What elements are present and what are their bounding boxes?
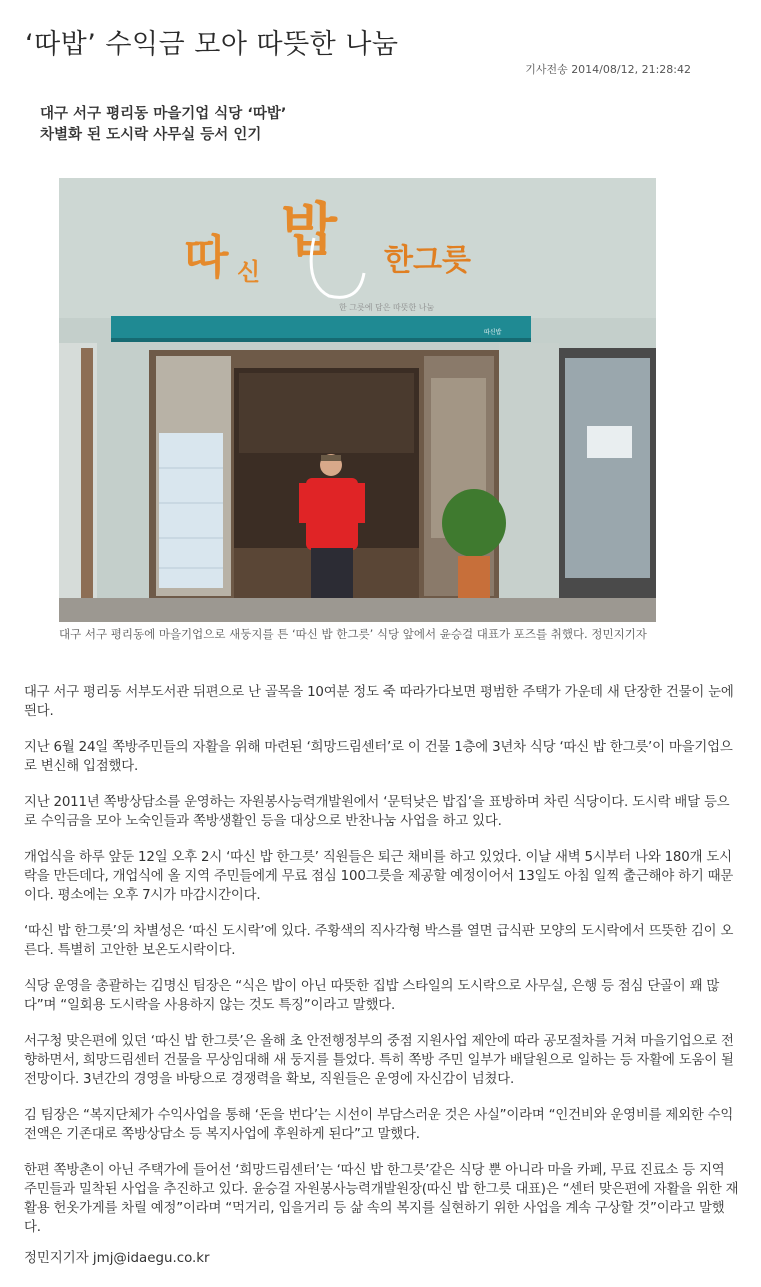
svg-text:신: 신	[237, 258, 261, 286]
paragraph: 대구 서구 평리동 서부도서관 뒤편으로 난 골목을 10여분 정도 죽 따라가다보면 평범한 주택가 가운데 새 단장한 건물이 눈에 띈다.	[24, 685, 734, 719]
svg-text:한그릇: 한그릇	[384, 243, 471, 278]
paragraph: 지난 2011년 쪽방상담소를 운영하는 자원봉사능력개발원에서 ‘문턱낮은 밥집’을 표방하며 차린 식당이다. 도시락 배달 등으로 수익금을 모아 노숙인들과 쪽방생활인 등을 대상으로 반찬나눔 사업을 하고 있다.	[24, 795, 730, 829]
paragraph: ‘따신 밥 한그릇’의 차별성은 ‘따신 도시락’에 있다. 주황색의 직사각형 박스를 열면 급식판 모양의 도시락에서 뜨뜻한 김이 오른다. 특별히 고안한 보온도시락이다.	[24, 924, 734, 958]
article-datetime: 기사전송 2014/08/12, 21:28:42	[525, 63, 691, 76]
subheading-line-1: 대구 서구 평리동 마을기업 식당 ‘따밥’	[40, 106, 287, 122]
article-title: ‘따밥’ 수익금 모아 따뜻한 나눔	[25, 29, 399, 60]
article-body	[24, 683, 740, 1254]
paragraph: 김 팀장은 “복지단체가 수익사업을 통해 ‘돈을 번다’는 시선이 부담스러운 것은 사실”이라며 “인건비와 운영비를 제외한 수익 전액은 기존대로 쪽방상담소 등 복지사업에 후원하게 된다”고 말했다.	[24, 1108, 734, 1142]
paragraph: 서구청 맞은편에 있던 ‘따신 밥 한그릇’은 올해 초 안전행정부의 중점 지원사업 제안에 따라 공모절차를 거쳐 마을기업으로 전향하면서, 희망드림센터 건물을 무상임대해 새 둥지를 틀었다. 특히 쪽방 주민 일부가 배달원으로 일하는 등 자활에 도움이 될 전망이다. 3년간의 경영을 바탕으로 경쟁력을 확보, 직원들은 운영에 자신감이 넘쳤다.	[24, 1034, 734, 1087]
awning	[111, 316, 531, 340]
article-byline: 정민지기자 jmj@idaegu.co.kr	[24, 1251, 210, 1266]
paragraph: 식당 운영을 총괄하는 김명신 팀장은 “식은 밥이 아닌 따뜻한 집밥 스타일의 도시락으로 사무실, 은행 등 점심 단골이 꽤 많다”며 “일회용 도시락을 사용하지 않는 것도 특징”이라고 말했다.	[24, 979, 720, 1013]
article-photo	[59, 178, 656, 622]
svg-text:따: 따	[184, 230, 229, 284]
svg-text:따신밥: 따신밥	[484, 329, 502, 336]
subheading-line-2: 차별화 된 도시락 사무실 등서 인기	[40, 127, 262, 143]
storefront-illustration	[59, 178, 656, 622]
svg-text:밥: 밥	[281, 196, 338, 264]
paragraph: 한편 쪽방촌이 아닌 주택가에 들어선 ‘희망드림센터’는 ‘따신 밥 한그릇’같은 식당 뿐 아니라 마을 카페, 무료 진료소 등 지역 주민들과 밀착된 사업을 추진하고 있다. 윤승걸 자원봉사능력개발원장(따신 밥 한그릇 대표)은 “센터 맞은편에 자활을 위한 재활용 헌옷가게를 차릴 예정”이라며 “먹거리, 입을거리 등 삶 속의 복지를 실현하기 위한 사업을 계속 구상할 것”이라고 말했다.	[24, 1163, 739, 1235]
svg-text:한 그릇에 담은 따뜻한 나눔: 한 그릇에 담은 따뜻한 나눔	[339, 303, 435, 312]
paragraph: 지난 6월 24일 쪽방주민들의 자활을 위해 마련된 ‘희망드림센터’로 이 건물 1층에 3년차 식당 ‘따신 밥 한그릇’이 마을기업으로 변신해 입점했다.	[24, 740, 733, 774]
article-subheading	[40, 104, 286, 146]
paragraph: 개업식을 하루 앞둔 12일 오후 2시 ‘따신 밥 한그릇’ 직원들은 퇴근 채비를 하고 있었다. 이날 새벽 5시부터 나와 180개 도시락을 만든데다, 개업식에 올 지역 주민들에게 무료 점심 100그릇을 제공할 예정이어서 13일도 아침 일찍 출근해야 하기 때문이다. 평소에는 오후 7시가 마감시간이다.	[24, 850, 734, 903]
potted-plant	[442, 489, 506, 557]
photo-caption: 대구 서구 평리동에 마을기업으로 새둥지를 튼 ‘따신 밥 한그릇’ 식당 앞에서 윤승걸 대표가 포즈를 취했다. 정민지기자	[59, 627, 647, 641]
